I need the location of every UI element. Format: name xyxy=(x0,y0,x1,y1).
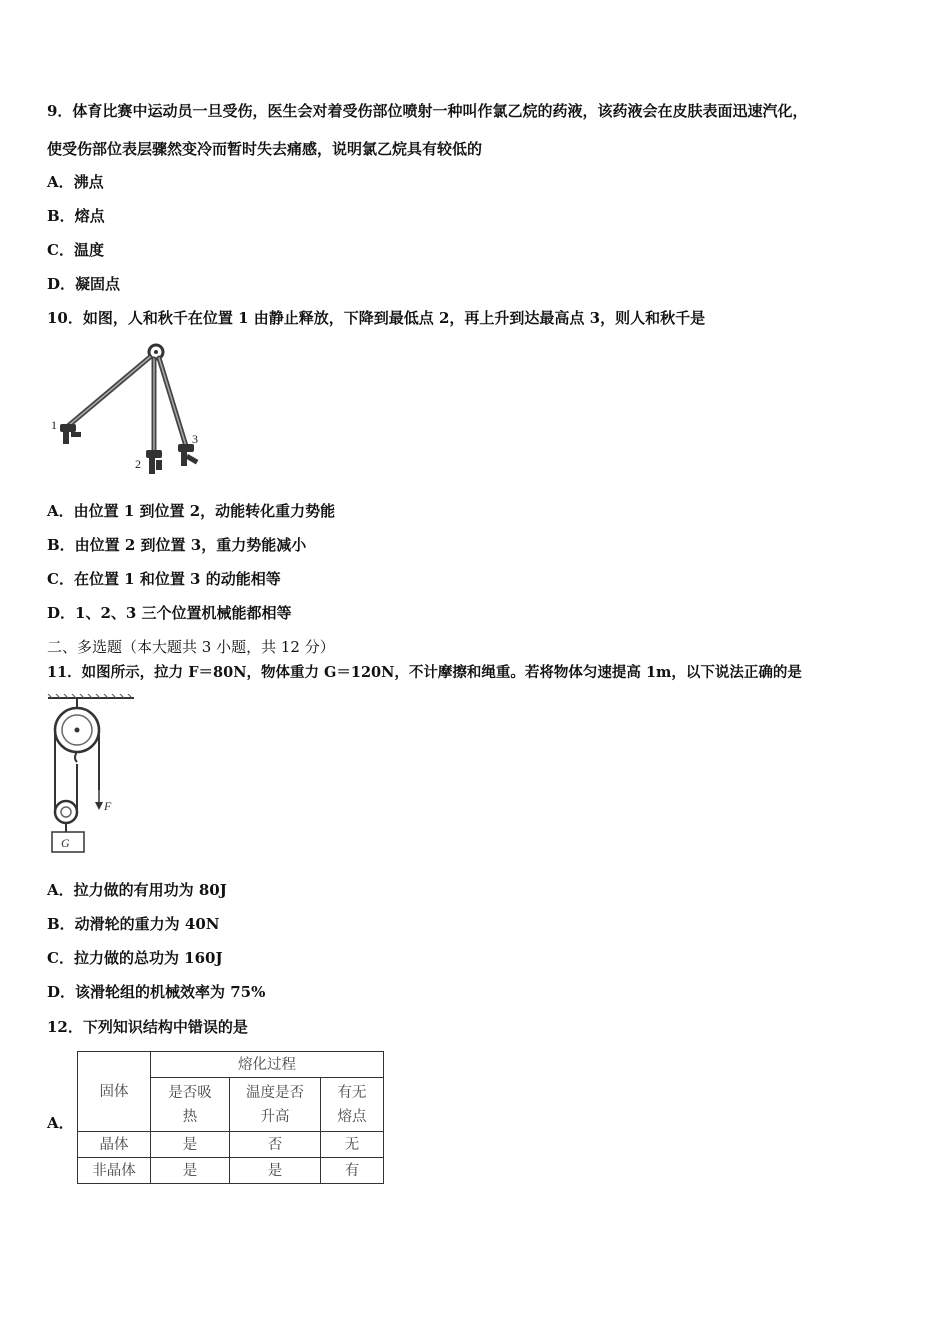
pulley-figure xyxy=(44,694,144,864)
header-melting-process: 熔化过程 xyxy=(151,1052,384,1078)
q9-stem-line1: 9．体育比赛中运动员一旦受伤，医生会对着受伤部位喷射一种叫作氯乙烷的药液，该药液会在皮肤表面迅速汽化， xyxy=(47,102,808,120)
q9-option-a: A．沸点 xyxy=(47,173,104,191)
header-absorb-heat: 是否吸 热 xyxy=(151,1078,230,1132)
header-melting-point: 有无 熔点 xyxy=(321,1078,384,1132)
swing-ropes xyxy=(68,357,186,450)
swing-person-position-1 xyxy=(60,424,81,444)
q10-option-c: C．在位置 1 和位置 3 的动能相等 xyxy=(47,570,281,588)
swing-person-position-2 xyxy=(146,450,162,474)
movable-pulley xyxy=(55,801,77,823)
table-cell: 是 xyxy=(230,1158,321,1184)
q9-option-d: D．凝固点 xyxy=(47,275,121,293)
table-cell: 是 xyxy=(151,1158,230,1184)
swing-person-position-3 xyxy=(178,444,198,466)
table-row xyxy=(78,1132,384,1158)
q10-option-d: D．1、2、3 三个位置机械能都相等 xyxy=(47,604,292,622)
swing-label-2: 2 xyxy=(135,457,141,471)
q11-option-b: B．动滑轮的重力为 40N xyxy=(47,915,220,933)
table-cell: 无 xyxy=(321,1132,384,1158)
force-label: F xyxy=(104,799,112,813)
q9-option-c: C．温度 xyxy=(47,241,104,259)
q10-stem: 10．如图，人和秋千在位置 1 由静止释放，下降到最低点 2，再上升到达最高点 3，则人和秋千是 xyxy=(47,309,706,327)
row-name-crystal: 晶体 xyxy=(78,1132,151,1158)
fixed-pulley xyxy=(55,708,99,752)
q12-option-a-label: A． xyxy=(47,1114,74,1132)
pulley-hook xyxy=(75,752,77,762)
q9-option-b: B．熔点 xyxy=(47,207,105,225)
q12-stem: 12．下列知识结构中错误的是 xyxy=(47,1018,248,1036)
swing-label-1: 1 xyxy=(51,418,57,432)
pulley-ropes xyxy=(55,730,99,812)
q11-option-d: D．该滑轮组的机械效率为 75% xyxy=(47,983,266,1001)
table-cell: 有 xyxy=(321,1158,384,1184)
row-name-amorphous: 非晶体 xyxy=(78,1158,151,1184)
q11-option-a: A．拉力做的有用功为 80J xyxy=(47,881,227,899)
table-cell: 否 xyxy=(230,1132,321,1158)
header-temperature-rise: 温度是否 升高 xyxy=(230,1078,321,1132)
q11-option-c: C．拉力做的总功为 160J xyxy=(47,949,223,967)
q11-stem: 11．如图所示，拉力 F＝80N，物体重力 G＝120N，不计摩擦和绳重。若将物体匀速提高 1m，以下说法正确的是 xyxy=(47,664,802,681)
section-heading-multiple-choice: 二、多选题（本大题共 3 小题，共 12 分） xyxy=(47,638,335,656)
q10-option-a: A．由位置 1 到位置 2，动能转化重力势能 xyxy=(47,502,336,520)
force-arrow xyxy=(95,790,103,810)
q9-stem-line2: 使受伤部位表层骤然变冷而暂时失去痛感，说明氯乙烷具有较低的 xyxy=(47,140,483,158)
table-row xyxy=(78,1158,384,1184)
swing-label-3: 3 xyxy=(192,432,198,446)
swing-figure xyxy=(46,340,211,490)
table-cell: 是 xyxy=(151,1132,230,1158)
weight-label: G xyxy=(61,836,70,850)
knowledge-structure-table xyxy=(77,1051,384,1184)
header-solid: 固体 xyxy=(78,1052,151,1132)
q10-option-b: B．由位置 2 到位置 3，重力势能减小 xyxy=(47,536,307,554)
